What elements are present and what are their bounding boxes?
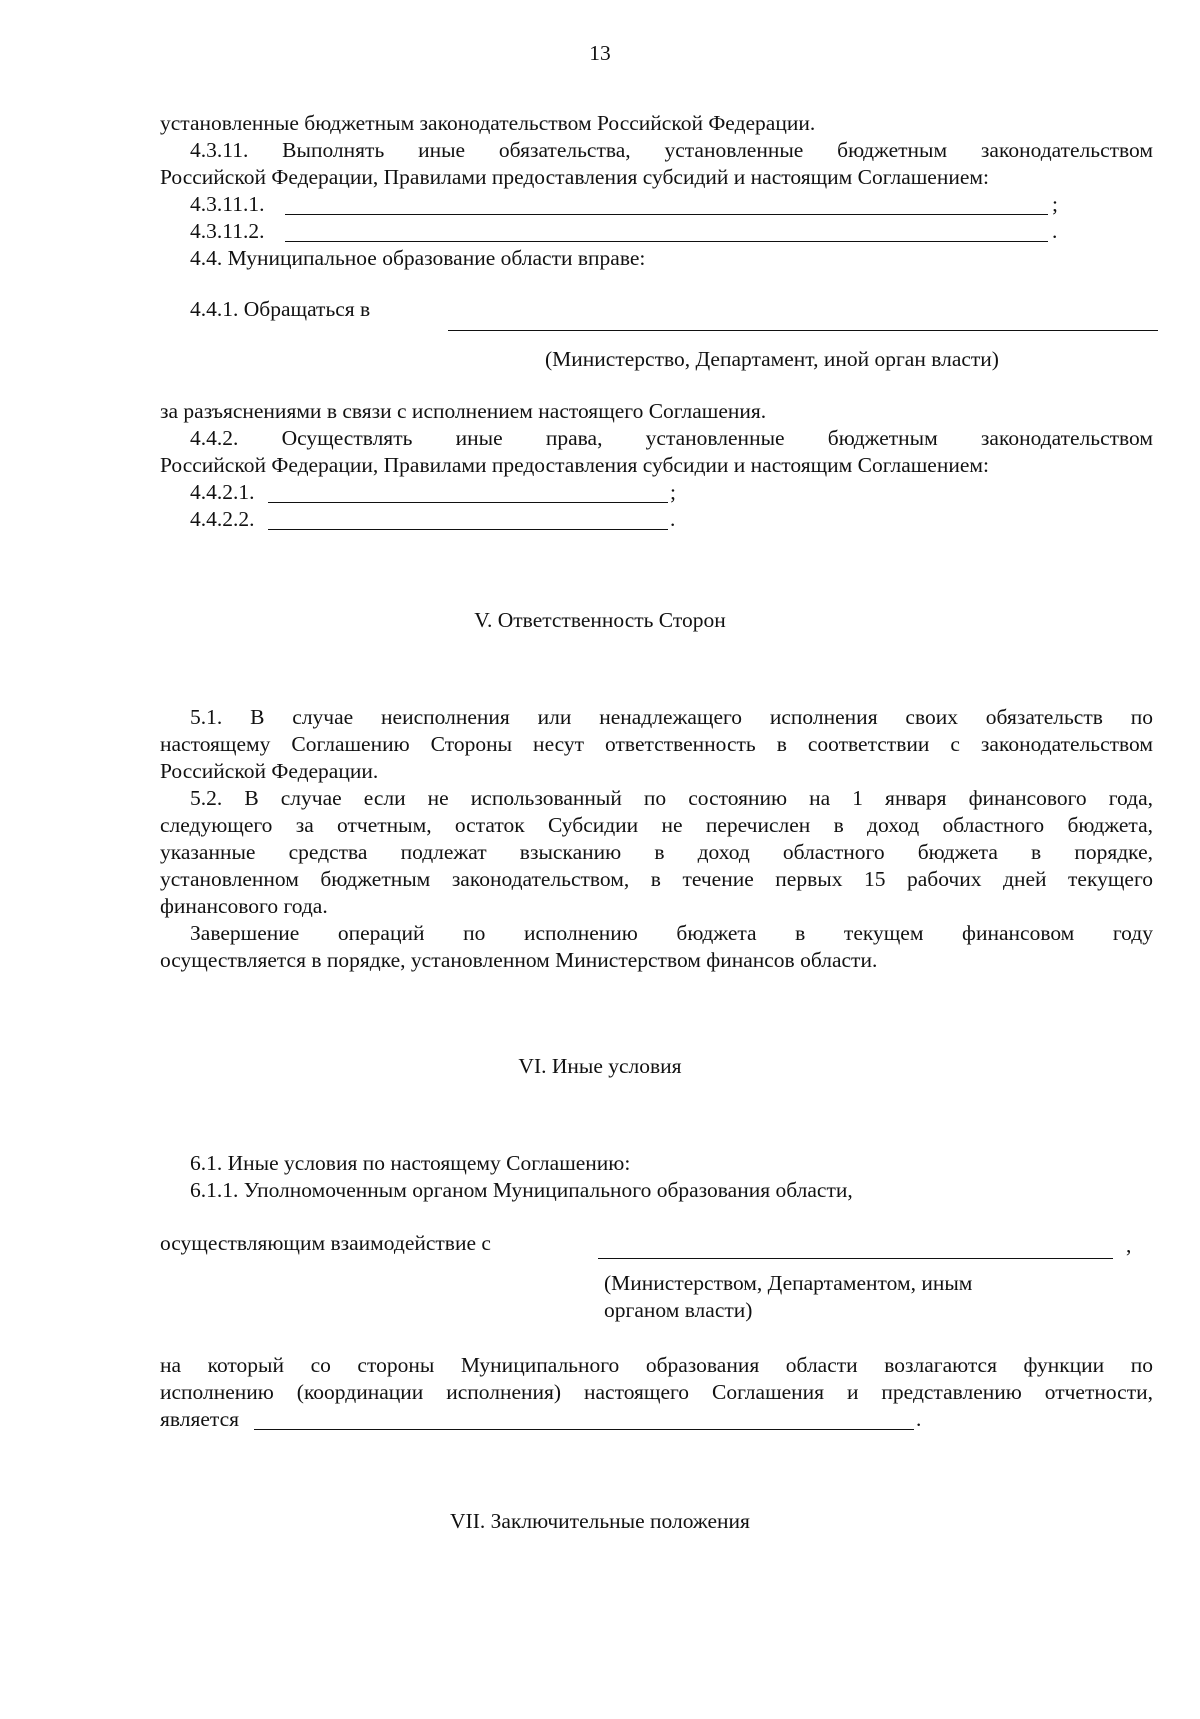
paragraph-6-1-1-line5: является [160, 1407, 240, 1431]
hint-ministry-line2: органом власти) [604, 1298, 753, 1322]
blank-line [254, 1429, 914, 1430]
paragraph-6-1-1-line3: на который со стороны Муниципального образования области возлагаются функции по [160, 1353, 1153, 1377]
item-4-4-2-2-label: 4.4.2.2. [190, 507, 255, 531]
paragraph-5-1-line1: 5.1. В случае неисполнения или ненадлежащего исполнения своих обязательств по [190, 705, 1153, 729]
paragraph-6-1-1-continued: осуществляющим взаимодействие с [160, 1231, 491, 1255]
item-4-4-2-1-label: 4.4.2.1. [190, 480, 255, 504]
paragraph-5-3-line2: осуществляется в порядке, установленном Министерством финансов области. [160, 948, 878, 972]
paragraph-4-4-1-continued: за разъяснениями в связи с исполнением настоящего Соглашения. [160, 399, 767, 423]
paragraph-4-3-11-line1: 4.3.11. Выполнять иные обязательства, установленные бюджетным законодательством [190, 138, 1153, 162]
paragraph-4-4-2-line2: Российской Федерации, Правилами предоставления субсидии и настоящим Соглашением: [160, 453, 989, 477]
paragraph-5-1-line3: Российской Федерации. [160, 759, 379, 783]
page-number: 13 [589, 41, 611, 65]
paragraph-4-4: 4.4. Муниципальное образование области вправе: [190, 246, 646, 270]
hint-ministry: (Министерство, Департамент, иной орган власти) [545, 347, 999, 371]
blank-line [268, 529, 668, 530]
item-4-3-11-2-label: 4.3.11.2. [190, 219, 265, 243]
paragraph-5-2-line5: финансового года. [160, 894, 328, 918]
item-4-3-11-1-label: 4.3.11.1. [190, 192, 265, 216]
item-4-4-2-1-end: ; [670, 480, 676, 504]
paragraph-5-1-line2: настоящему Соглашению Стороны несут ответственность в соответствии с законодательством [160, 732, 1153, 756]
item-4-3-11-1-end: ; [1052, 192, 1058, 216]
paragraph-6-1-1: 6.1.1. Уполномоченным органом Муниципального образования области, [190, 1178, 853, 1202]
paragraph-5-2-line3: указанные средства подлежат взысканию в доход областного бюджета в порядке, [160, 840, 1153, 864]
hint-ministry-line1: (Министерством, Департаментом, иным [604, 1271, 973, 1295]
paragraph-6-1: 6.1. Иные условия по настоящему Соглашению: [190, 1151, 631, 1175]
section-6-heading: VI. Иные условия [518, 1054, 682, 1078]
item-4-3-11-2-end: . [1052, 219, 1058, 243]
paragraph-5-3-line1: Завершение операций по исполнению бюджета в текущем финансовом году [190, 921, 1153, 945]
paragraph-5-2-line4: установленном бюджетным законодательством, в течение первых 15 рабочих дней текущего [160, 867, 1153, 891]
paragraph-4-3-11-line2: Российской Федерации, Правилами предоставления субсидий и настоящим Соглашением: [160, 165, 989, 189]
blank-line [598, 1258, 1113, 1259]
item-6-1-1-end: . [916, 1407, 922, 1431]
section-7-heading: VII. Заключительные положения [450, 1509, 750, 1533]
paragraph-4-4-2-line1: 4.4.2. Осуществлять иные права, установленные бюджетным законодательством [190, 426, 1153, 450]
blank-line [285, 214, 1048, 215]
paragraph-4-3-10-end: установленные бюджетным законодательством Российской Федерации. [160, 111, 816, 135]
paragraph-4-4-1: 4.4.1. Обращаться в [190, 297, 371, 321]
blank-line [268, 502, 668, 503]
blank-line [285, 241, 1048, 242]
item-4-4-2-2-end: . [670, 507, 676, 531]
section-5-heading: V. Ответственность Сторон [474, 608, 726, 632]
paragraph-5-2-line1: 5.2. В случае если не использованный по состоянию на 1 января финансового года, [190, 786, 1153, 810]
paragraph-6-1-1-line4: исполнению (координации исполнения) настоящего Соглашения и представлению отчетности, [160, 1380, 1153, 1404]
blank-line [448, 330, 1158, 331]
comma-mark: , [1126, 1233, 1132, 1257]
paragraph-5-2-line2: следующего за отчетным, остаток Субсидии не перечислен в доход областного бюджета, [160, 813, 1153, 837]
